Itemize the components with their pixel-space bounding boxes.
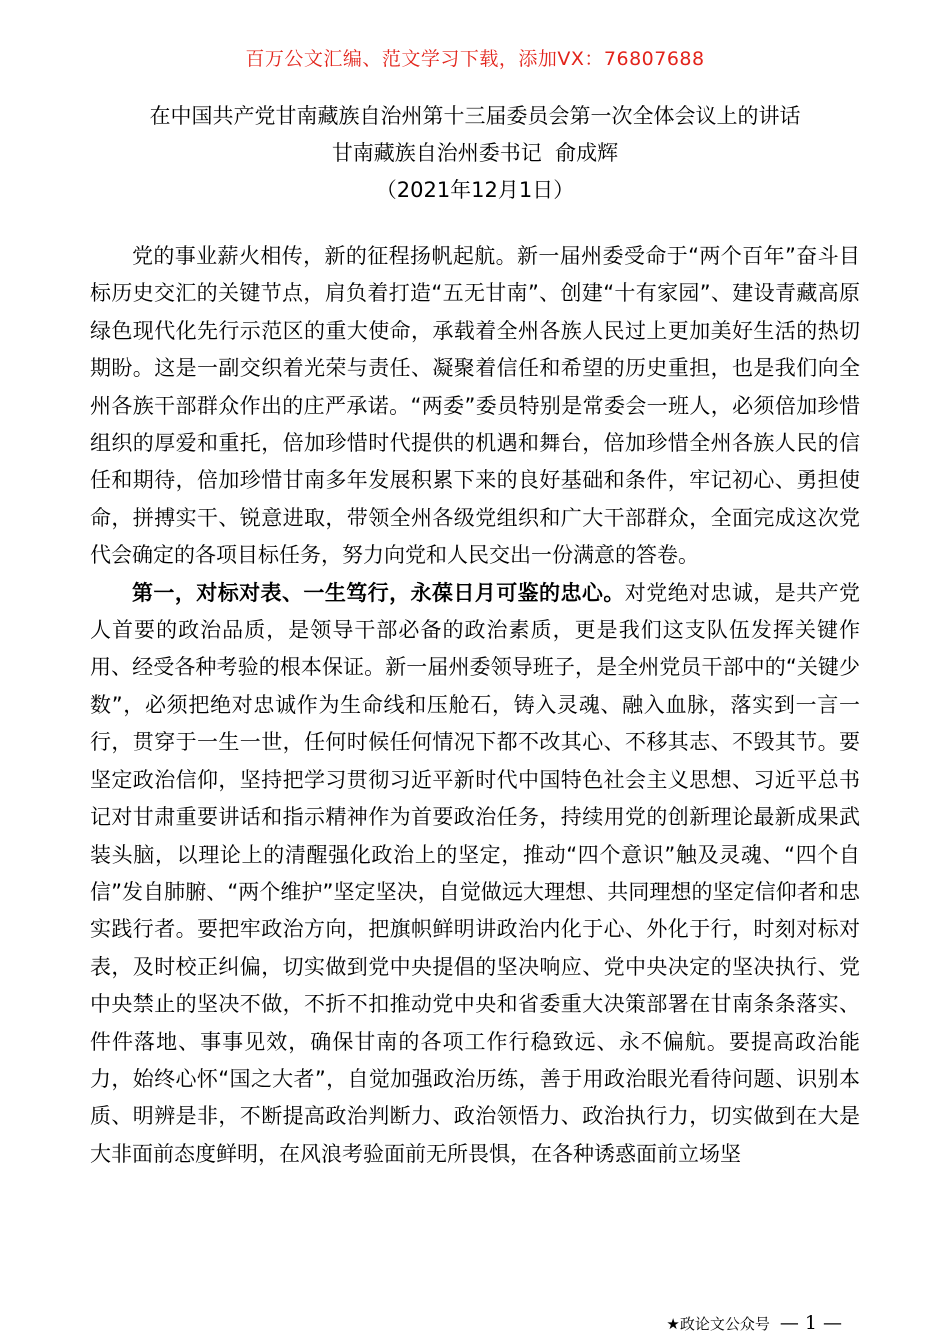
date-line: （2021年12月1日） xyxy=(375,178,575,202)
paragraph-first-point xyxy=(90,575,860,1174)
document-body xyxy=(90,238,860,1173)
watermark-banner: 百万公文汇编、范文学习下载，添加VX：76807688 xyxy=(245,48,705,70)
paragraph-intro xyxy=(90,238,860,575)
speech-title: 在中国共产党甘南藏族自治州第十三届委员会第一次全体会议上的讲话 xyxy=(149,104,801,128)
document-title xyxy=(0,98,950,209)
page-number: — 1 — xyxy=(779,1312,842,1334)
speaker-line: 甘南藏族自治州委书记 俞成辉 xyxy=(331,141,619,165)
paragraph-text: 党的事业薪火相传，新的征程扬帆起航。新一届州委受命于“两个百年”奋斗目标历史交汇的关键节点，肩负着打造“五无甘南”、创建“十有家园”、建设青藏高原绿色现代化先行示范区的重大使命，承载着全州各族人民过上更加美好生活的热切期盼。这是一副交织着光荣与责任、凝聚着信任和希望的历史重担，也是我们向全州各族干部群众作出的庄严承诺。“两委”委员特别是常委会一班人，必须倍加珍惜组织的厚爱和重托，倍加珍惜时代提供的机遇和舞台，倍加珍惜全州各族人民的信任和期待，倍加珍惜甘南多年发展积累下来的良好基础和条件，牢记初心、勇担使命，拼搏实干、锐意进取，带领全州各级党组织和广大干部群众，全面完成这次党代会确定的各项目标任务，努力向党和人民交出一份满意的答卷。 xyxy=(90,244,860,568)
paragraph-heading: 第一，对标对表、一生笃行，永葆日月可鉴的忠心。 xyxy=(132,580,625,605)
paragraph-text: 对党绝对忠诚，是共产党人首要的政治品质，是领导干部必备的政治素质，更是我们这支队伍发挥关键作用、经受各种考验的根本保证。新一届州委领导班子，是全州党员干部中的“关键少数”，必须把绝对忠诚作为生命线和压舱石，铸入灵魂、融入血脉，落实到一言一行，贯穿于一生一世，任何时候任何情况下都不改其心、不移其志、不毁其节。要坚定政治信仰，坚持把学习贯彻习近平新时代中国特色社会主义思想、习近平总书记对甘肃重要讲话和指示精神作为首要政治任务，持续用党的创新理论最新成果武装头脑，以理论上的清醒强化政治上的坚定，推动“四个意识”触及灵魂、“四个自信”发自肺腑、“两个维护”坚定坚决，自觉做远大理想、共同理想的坚定信仰者和忠实践行者。要把牢政治方向，把旗帜鲜明讲政治内化于心、外化于行，时刻对标对表，及时校正纠偏，切实做到党中央提倡的坚决响应、党中央决定的坚决执行、党中央禁止的坚决不做，不折不扣推动党中央和省委重大决策部署在甘南条条落实、件件落地、事事见效，确保甘南的各项工作行稳致远、永不偏航。要提高政治能力，始终心怀“国之大者”，自觉加强政治历练，善于用政治眼光看待问题、识别本质、明辨是非，不断提高政治判断力、政治领悟力、政治执行力，切实做到在大是大非面前态度鲜明，在风浪考验面前无所畏惧，在各种诱惑面前立场坚 xyxy=(90,580,861,1166)
page-footer xyxy=(666,1312,842,1334)
footer-source: ★政论文公众号 xyxy=(666,1315,770,1333)
